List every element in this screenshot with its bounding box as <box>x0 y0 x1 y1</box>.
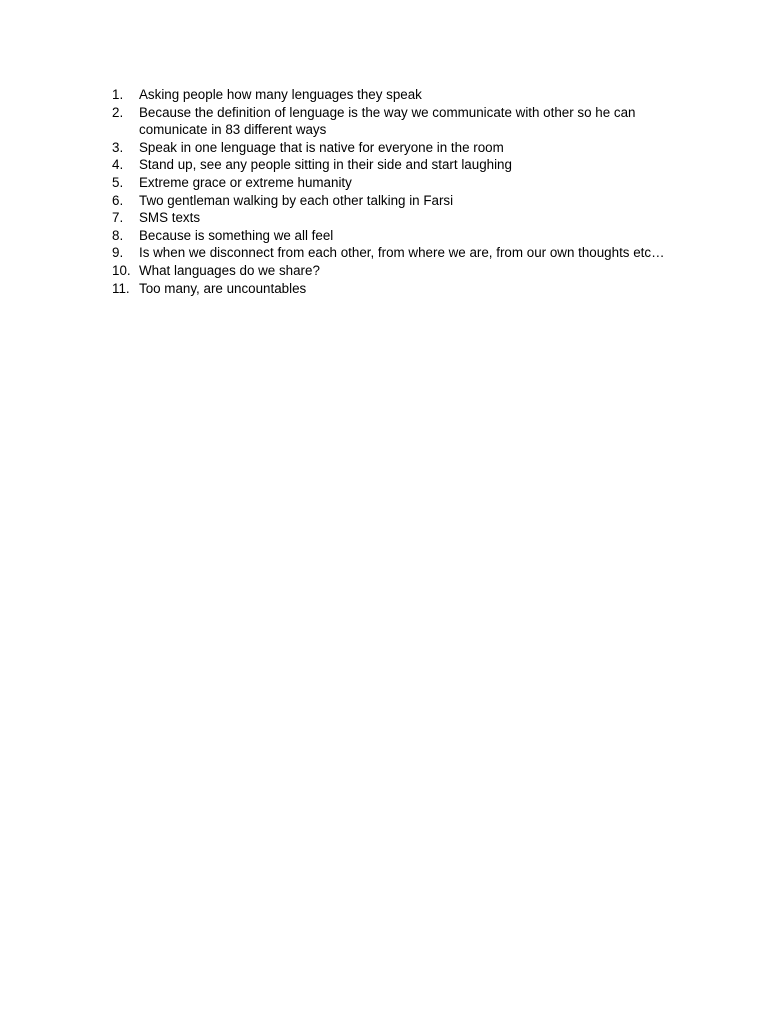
item-text: Too many, are uncountables <box>139 280 307 296</box>
item-text: Two gentleman walking by each other talking in Farsi <box>139 192 454 208</box>
item-number: 3. <box>112 139 124 155</box>
item-text: Asking people how many lenguages they speak <box>139 87 422 102</box>
list-item <box>112 156 672 174</box>
item-text: Because is something we all feel <box>139 227 334 243</box>
list-item <box>112 86 672 104</box>
list-item <box>112 139 672 157</box>
item-number: 2. <box>112 104 124 120</box>
item-text: Extreme grace or extreme humanity <box>139 174 352 190</box>
item-text: Stand up, see any people sitting in their side and start laughing <box>139 157 512 173</box>
item-number: 4. <box>112 157 124 173</box>
item-number: 9. <box>112 245 124 261</box>
list-item <box>112 104 672 139</box>
list-item <box>112 244 672 262</box>
list-item <box>112 174 672 192</box>
item-text: Is when we disconnect from each other, from where we are, from our own thoughts etc… <box>139 245 665 261</box>
item-number: 5. <box>112 174 124 190</box>
item-text: Because the definition of lenguage is the way we communicate with other so he can comunicate in 83 different ways <box>139 104 636 138</box>
item-number: 10. <box>112 262 131 278</box>
item-number: 7. <box>112 210 124 226</box>
item-number: 6. <box>112 192 124 208</box>
item-number: 11. <box>112 280 130 296</box>
list-item <box>112 280 672 298</box>
item-number: 1. <box>112 87 124 102</box>
list-item <box>112 262 672 280</box>
item-text: SMS texts <box>139 210 201 226</box>
answer-list <box>112 86 672 297</box>
item-text: What languages do we share? <box>139 262 320 278</box>
item-number: 8. <box>112 227 124 243</box>
list-item <box>112 227 672 245</box>
list-item <box>112 209 672 227</box>
item-text: Speak in one lenguage that is native for everyone in the room <box>139 139 504 155</box>
list-item <box>112 192 672 210</box>
